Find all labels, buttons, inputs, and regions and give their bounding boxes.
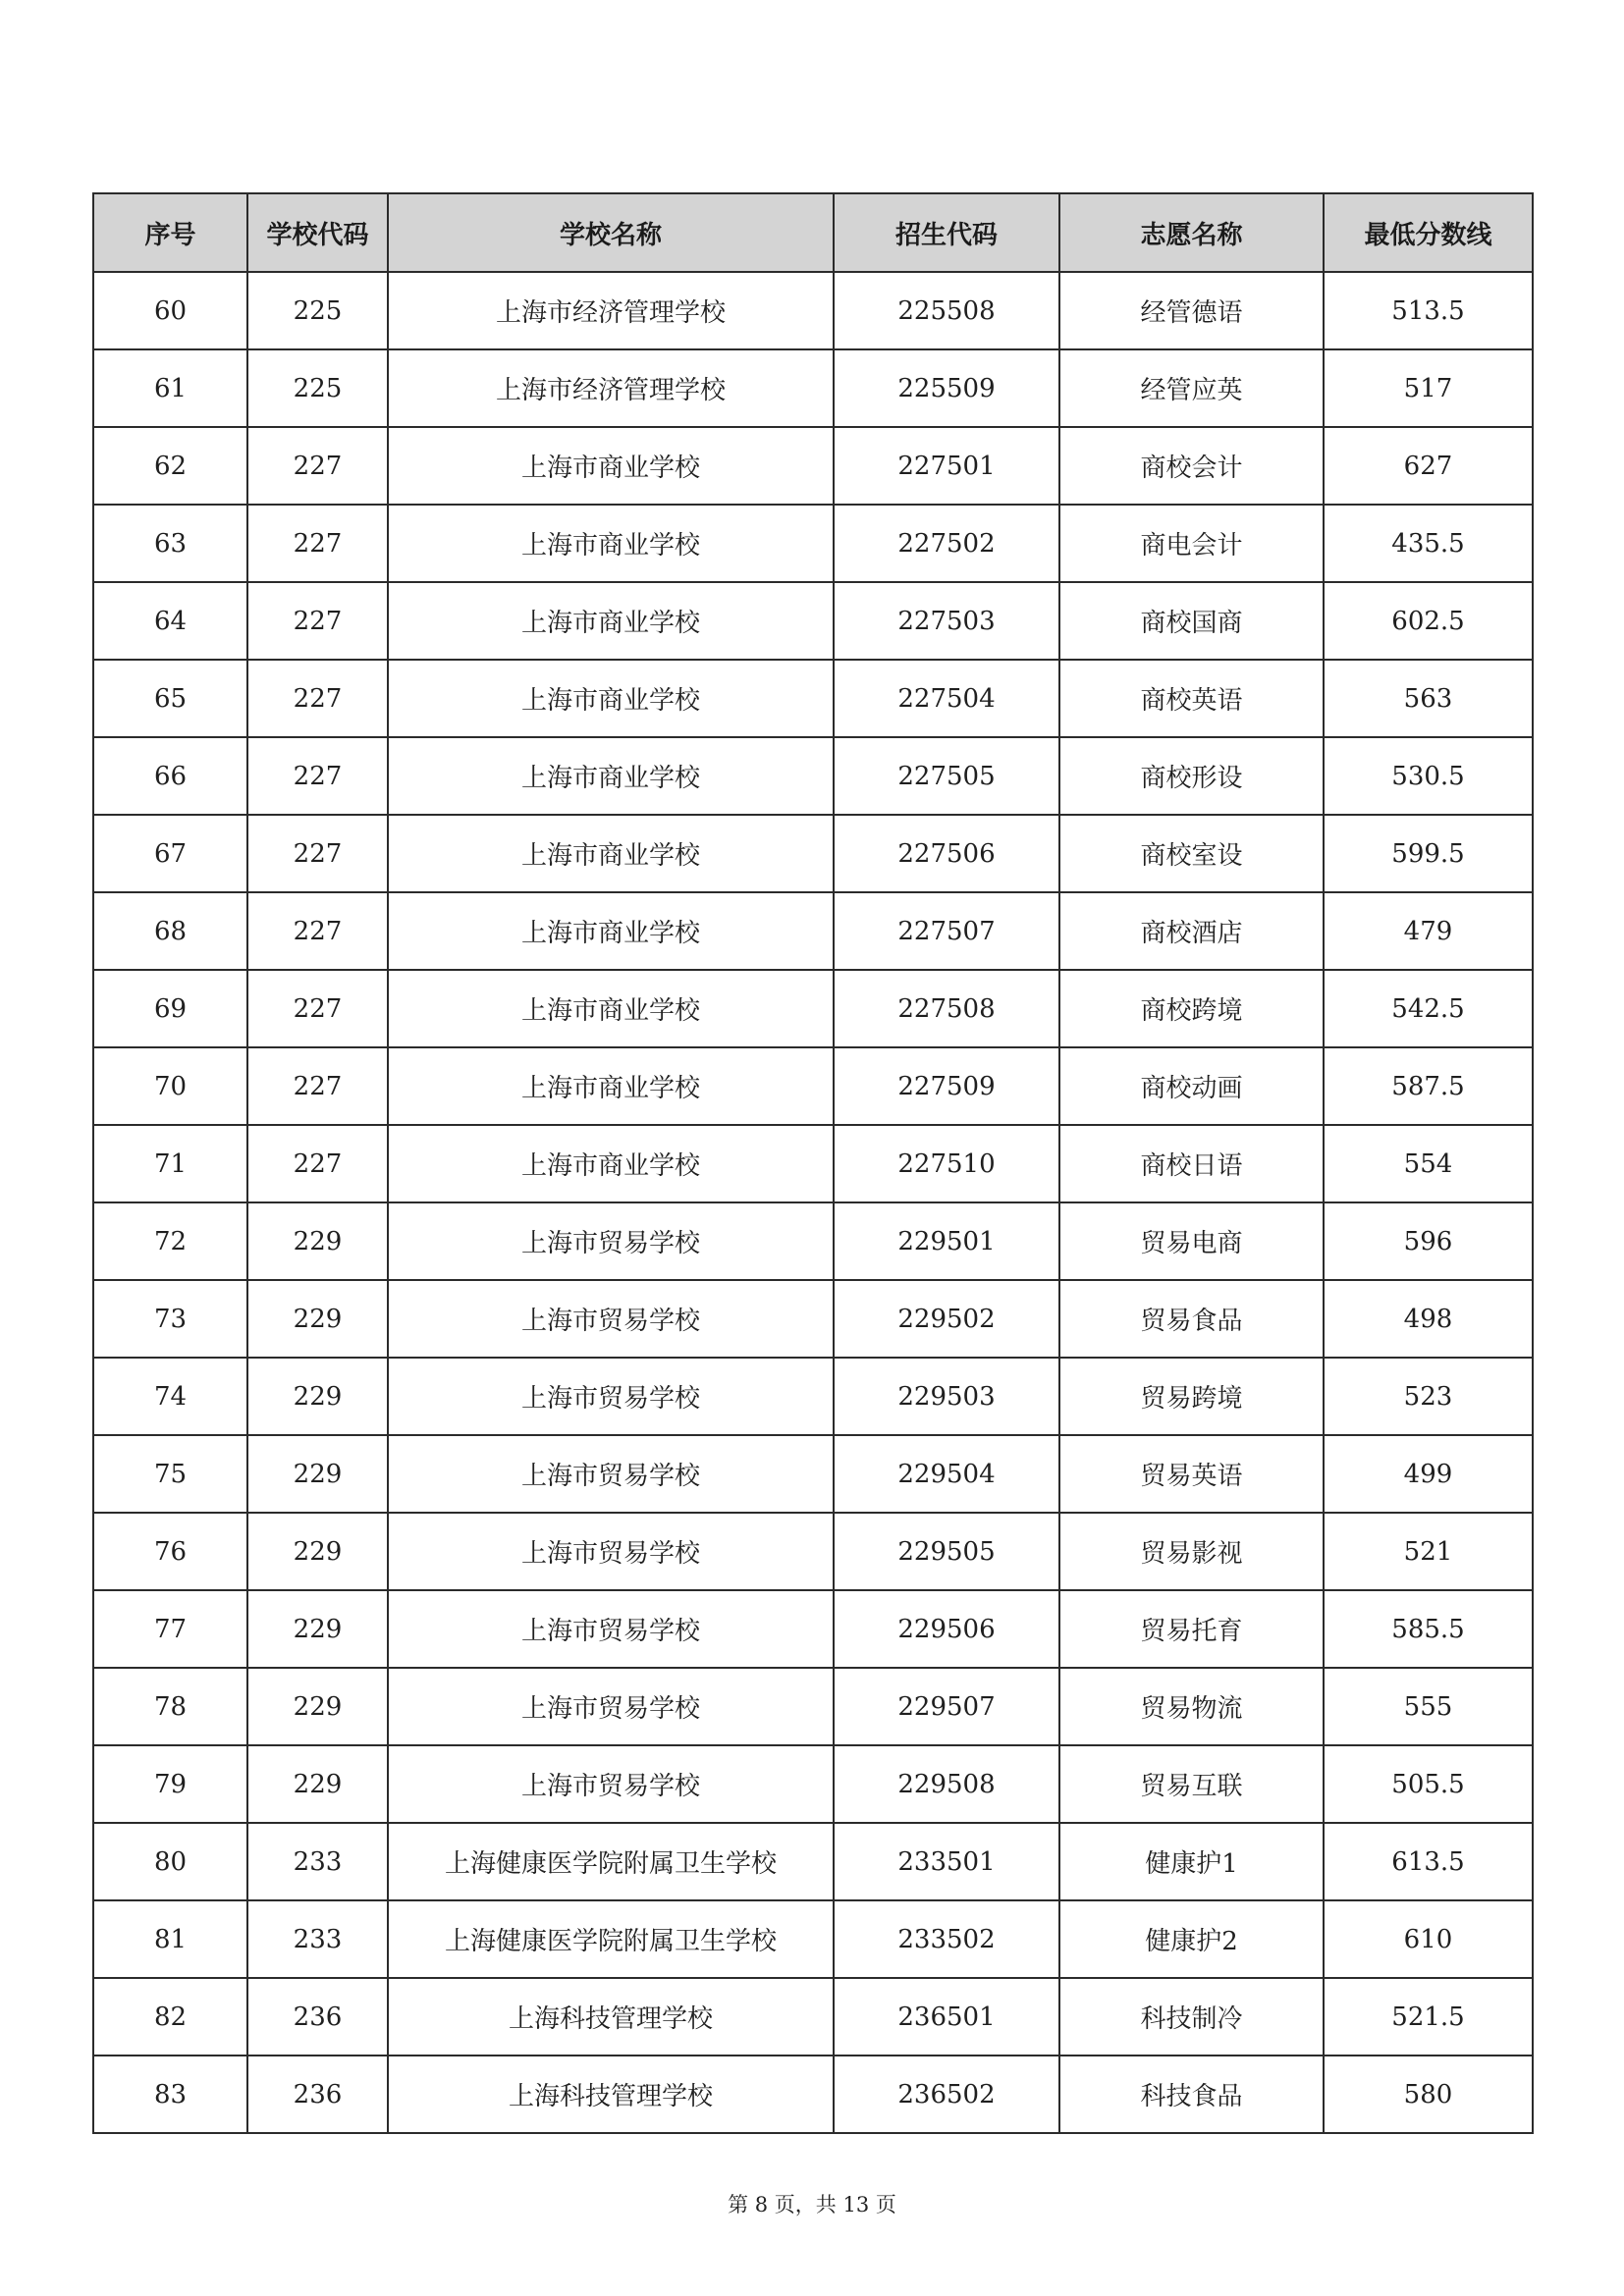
header-serial-number: 序号 bbox=[93, 193, 247, 272]
cell-minimum-score: 513.5 bbox=[1324, 272, 1533, 349]
cell-school-code: 227 bbox=[247, 970, 388, 1047]
cell-minimum-score: 554 bbox=[1324, 1125, 1533, 1202]
cell-school-name: 上海市商业学校 bbox=[388, 892, 834, 970]
cell-serial-number: 60 bbox=[93, 272, 247, 349]
cell-school-name: 上海市贸易学校 bbox=[388, 1590, 834, 1668]
cell-serial-number: 69 bbox=[93, 970, 247, 1047]
cell-school-name: 上海市贸易学校 bbox=[388, 1280, 834, 1358]
cell-school-code: 227 bbox=[247, 815, 388, 892]
cell-program-name: 贸易跨境 bbox=[1059, 1358, 1324, 1435]
cell-program-name: 贸易电商 bbox=[1059, 1202, 1324, 1280]
cell-minimum-score: 599.5 bbox=[1324, 815, 1533, 892]
cell-school-name: 上海市商业学校 bbox=[388, 582, 834, 660]
cell-school-name: 上海市贸易学校 bbox=[388, 1513, 834, 1590]
cell-school-name: 上海健康医学院附属卫生学校 bbox=[388, 1823, 834, 1900]
cell-school-name: 上海健康医学院附属卫生学校 bbox=[388, 1900, 834, 1978]
table-row bbox=[93, 582, 1533, 660]
cell-school-code: 229 bbox=[247, 1358, 388, 1435]
cell-program-name: 商校国商 bbox=[1059, 582, 1324, 660]
cell-enrollment-code: 233501 bbox=[834, 1823, 1059, 1900]
table-row bbox=[93, 815, 1533, 892]
cell-serial-number: 64 bbox=[93, 582, 247, 660]
cell-serial-number: 80 bbox=[93, 1823, 247, 1900]
cell-school-name: 上海市商业学校 bbox=[388, 815, 834, 892]
cell-school-code: 227 bbox=[247, 660, 388, 737]
cell-minimum-score: 521 bbox=[1324, 1513, 1533, 1590]
cell-enrollment-code: 229506 bbox=[834, 1590, 1059, 1668]
cell-enrollment-code: 225509 bbox=[834, 349, 1059, 427]
table-row bbox=[93, 349, 1533, 427]
cell-minimum-score: 587.5 bbox=[1324, 1047, 1533, 1125]
cell-minimum-score: 580 bbox=[1324, 2056, 1533, 2133]
cell-serial-number: 77 bbox=[93, 1590, 247, 1668]
table-row bbox=[93, 272, 1533, 349]
cell-enrollment-code: 227504 bbox=[834, 660, 1059, 737]
cell-school-code: 227 bbox=[247, 1047, 388, 1125]
cell-enrollment-code: 233502 bbox=[834, 1900, 1059, 1978]
cell-school-name: 上海市经济管理学校 bbox=[388, 272, 834, 349]
table-row bbox=[93, 1978, 1533, 2056]
cell-minimum-score: 523 bbox=[1324, 1358, 1533, 1435]
cell-enrollment-code: 227503 bbox=[834, 582, 1059, 660]
cell-program-name: 商校形设 bbox=[1059, 737, 1324, 815]
cell-minimum-score: 602.5 bbox=[1324, 582, 1533, 660]
cell-school-name: 上海市贸易学校 bbox=[388, 1202, 834, 1280]
table-row bbox=[93, 1590, 1533, 1668]
cell-program-name: 科技食品 bbox=[1059, 2056, 1324, 2133]
cell-minimum-score: 505.5 bbox=[1324, 1745, 1533, 1823]
cell-school-name: 上海科技管理学校 bbox=[388, 2056, 834, 2133]
cell-school-code: 229 bbox=[247, 1435, 388, 1513]
cell-school-name: 上海市商业学校 bbox=[388, 1125, 834, 1202]
header-minimum-score: 最低分数线 bbox=[1324, 193, 1533, 272]
cell-serial-number: 66 bbox=[93, 737, 247, 815]
cell-school-code: 225 bbox=[247, 349, 388, 427]
cell-program-name: 商校跨境 bbox=[1059, 970, 1324, 1047]
cell-enrollment-code: 229504 bbox=[834, 1435, 1059, 1513]
cell-program-name: 贸易食品 bbox=[1059, 1280, 1324, 1358]
cell-program-name: 贸易影视 bbox=[1059, 1513, 1324, 1590]
cell-serial-number: 71 bbox=[93, 1125, 247, 1202]
cell-program-name: 商校日语 bbox=[1059, 1125, 1324, 1202]
cell-school-code: 225 bbox=[247, 272, 388, 349]
cell-enrollment-code: 227502 bbox=[834, 505, 1059, 582]
cell-serial-number: 81 bbox=[93, 1900, 247, 1978]
cell-enrollment-code: 225508 bbox=[834, 272, 1059, 349]
cell-enrollment-code: 229503 bbox=[834, 1358, 1059, 1435]
cell-program-name: 健康护1 bbox=[1059, 1823, 1324, 1900]
cell-school-name: 上海市商业学校 bbox=[388, 1047, 834, 1125]
cell-school-code: 227 bbox=[247, 737, 388, 815]
cell-school-name: 上海市商业学校 bbox=[388, 660, 834, 737]
cell-serial-number: 62 bbox=[93, 427, 247, 505]
cell-school-code: 233 bbox=[247, 1900, 388, 1978]
cell-school-code: 229 bbox=[247, 1513, 388, 1590]
cell-school-name: 上海市商业学校 bbox=[388, 505, 834, 582]
table-row bbox=[93, 1125, 1533, 1202]
table-row bbox=[93, 1823, 1533, 1900]
cell-serial-number: 61 bbox=[93, 349, 247, 427]
table-row bbox=[93, 1745, 1533, 1823]
header-enrollment-code: 招生代码 bbox=[834, 193, 1059, 272]
header-school-name: 学校名称 bbox=[388, 193, 834, 272]
cell-minimum-score: 479 bbox=[1324, 892, 1533, 970]
cell-school-code: 229 bbox=[247, 1202, 388, 1280]
cell-program-name: 贸易托育 bbox=[1059, 1590, 1324, 1668]
cell-school-name: 上海科技管理学校 bbox=[388, 1978, 834, 2056]
cell-serial-number: 63 bbox=[93, 505, 247, 582]
cell-program-name: 经管应英 bbox=[1059, 349, 1324, 427]
cell-serial-number: 83 bbox=[93, 2056, 247, 2133]
cell-school-code: 229 bbox=[247, 1590, 388, 1668]
cell-serial-number: 78 bbox=[93, 1668, 247, 1745]
cell-serial-number: 74 bbox=[93, 1358, 247, 1435]
cell-minimum-score: 530.5 bbox=[1324, 737, 1533, 815]
cell-program-name: 科技制冷 bbox=[1059, 1978, 1324, 2056]
cell-enrollment-code: 229501 bbox=[834, 1202, 1059, 1280]
cell-school-code: 236 bbox=[247, 2056, 388, 2133]
cell-enrollment-code: 227505 bbox=[834, 737, 1059, 815]
table-row bbox=[93, 892, 1533, 970]
table-row bbox=[93, 2056, 1533, 2133]
cell-minimum-score: 555 bbox=[1324, 1668, 1533, 1745]
cell-program-name: 贸易英语 bbox=[1059, 1435, 1324, 1513]
cell-enrollment-code: 236502 bbox=[834, 2056, 1059, 2133]
cell-program-name: 贸易物流 bbox=[1059, 1668, 1324, 1745]
cell-enrollment-code: 227506 bbox=[834, 815, 1059, 892]
table-row bbox=[93, 1202, 1533, 1280]
page-number-footer: 第 8 页，共 13 页 bbox=[728, 2193, 896, 2216]
cell-school-name: 上海市贸易学校 bbox=[388, 1435, 834, 1513]
cell-serial-number: 79 bbox=[93, 1745, 247, 1823]
table-row bbox=[93, 737, 1533, 815]
cell-school-code: 236 bbox=[247, 1978, 388, 2056]
table-row bbox=[93, 1668, 1533, 1745]
cell-school-code: 233 bbox=[247, 1823, 388, 1900]
cell-school-name: 上海市经济管理学校 bbox=[388, 349, 834, 427]
cell-school-code: 227 bbox=[247, 582, 388, 660]
table-row bbox=[93, 1900, 1533, 1978]
cell-serial-number: 65 bbox=[93, 660, 247, 737]
cell-serial-number: 67 bbox=[93, 815, 247, 892]
cell-minimum-score: 498 bbox=[1324, 1280, 1533, 1358]
table-row bbox=[93, 505, 1533, 582]
cell-enrollment-code: 236501 bbox=[834, 1978, 1059, 2056]
table-body bbox=[93, 272, 1533, 2133]
cell-school-code: 227 bbox=[247, 892, 388, 970]
cell-enrollment-code: 229505 bbox=[834, 1513, 1059, 1590]
header-school-code: 学校代码 bbox=[247, 193, 388, 272]
cell-school-code: 227 bbox=[247, 427, 388, 505]
cell-enrollment-code: 227510 bbox=[834, 1125, 1059, 1202]
cell-school-name: 上海市商业学校 bbox=[388, 737, 834, 815]
table-row bbox=[93, 970, 1533, 1047]
cell-enrollment-code: 227508 bbox=[834, 970, 1059, 1047]
cell-enrollment-code: 229502 bbox=[834, 1280, 1059, 1358]
cell-school-name: 上海市商业学校 bbox=[388, 427, 834, 505]
cell-minimum-score: 521.5 bbox=[1324, 1978, 1533, 2056]
table-row bbox=[93, 1513, 1533, 1590]
cell-minimum-score: 613.5 bbox=[1324, 1823, 1533, 1900]
cell-school-code: 229 bbox=[247, 1745, 388, 1823]
cell-minimum-score: 596 bbox=[1324, 1202, 1533, 1280]
cell-program-name: 商电会计 bbox=[1059, 505, 1324, 582]
cell-minimum-score: 585.5 bbox=[1324, 1590, 1533, 1668]
cell-minimum-score: 627 bbox=[1324, 427, 1533, 505]
cell-enrollment-code: 229508 bbox=[834, 1745, 1059, 1823]
cell-minimum-score: 499 bbox=[1324, 1435, 1533, 1513]
cell-enrollment-code: 227501 bbox=[834, 427, 1059, 505]
cell-enrollment-code: 229507 bbox=[834, 1668, 1059, 1745]
cell-minimum-score: 517 bbox=[1324, 349, 1533, 427]
cell-minimum-score: 610 bbox=[1324, 1900, 1533, 1978]
cell-program-name: 健康护2 bbox=[1059, 1900, 1324, 1978]
cell-school-code: 227 bbox=[247, 505, 388, 582]
table-row bbox=[93, 1435, 1533, 1513]
cell-serial-number: 75 bbox=[93, 1435, 247, 1513]
table-row bbox=[93, 1358, 1533, 1435]
cell-program-name: 经管德语 bbox=[1059, 272, 1324, 349]
admission-score-table bbox=[92, 192, 1534, 2134]
cell-enrollment-code: 227507 bbox=[834, 892, 1059, 970]
cell-program-name: 贸易互联 bbox=[1059, 1745, 1324, 1823]
cell-serial-number: 82 bbox=[93, 1978, 247, 2056]
cell-minimum-score: 563 bbox=[1324, 660, 1533, 737]
cell-school-code: 227 bbox=[247, 1125, 388, 1202]
cell-minimum-score: 435.5 bbox=[1324, 505, 1533, 582]
cell-school-name: 上海市贸易学校 bbox=[388, 1745, 834, 1823]
table-header bbox=[93, 193, 1533, 272]
cell-school-code: 229 bbox=[247, 1668, 388, 1745]
table-row bbox=[93, 660, 1533, 737]
header-row bbox=[93, 193, 1533, 272]
cell-program-name: 商校酒店 bbox=[1059, 892, 1324, 970]
cell-program-name: 商校室设 bbox=[1059, 815, 1324, 892]
cell-school-name: 上海市贸易学校 bbox=[388, 1668, 834, 1745]
table-row bbox=[93, 1280, 1533, 1358]
cell-enrollment-code: 227509 bbox=[834, 1047, 1059, 1125]
header-program-name: 志愿名称 bbox=[1059, 193, 1324, 272]
cell-serial-number: 68 bbox=[93, 892, 247, 970]
cell-serial-number: 73 bbox=[93, 1280, 247, 1358]
cell-school-code: 229 bbox=[247, 1280, 388, 1358]
cell-school-name: 上海市商业学校 bbox=[388, 970, 834, 1047]
cell-serial-number: 70 bbox=[93, 1047, 247, 1125]
cell-program-name: 商校会计 bbox=[1059, 427, 1324, 505]
cell-serial-number: 72 bbox=[93, 1202, 247, 1280]
cell-program-name: 商校英语 bbox=[1059, 660, 1324, 737]
cell-school-name: 上海市贸易学校 bbox=[388, 1358, 834, 1435]
cell-serial-number: 76 bbox=[93, 1513, 247, 1590]
cell-minimum-score: 542.5 bbox=[1324, 970, 1533, 1047]
table-row bbox=[93, 427, 1533, 505]
cell-program-name: 商校动画 bbox=[1059, 1047, 1324, 1125]
table-row bbox=[93, 1047, 1533, 1125]
